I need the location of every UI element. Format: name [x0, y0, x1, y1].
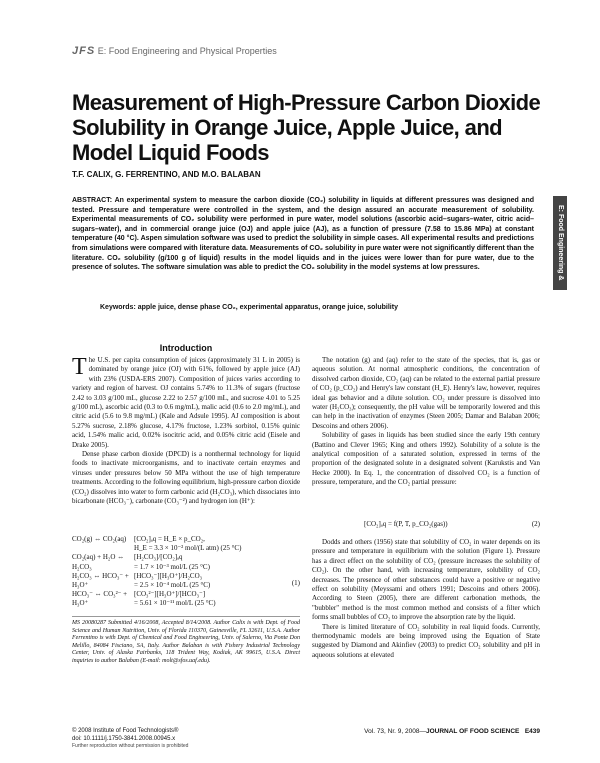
- intro-paragraph-1: The U.S. per capita consumption of juices (approximately 31 L in 2005) is dominated by orange juice (OJ) with 61%, followed by apple juice (AJ) with 23% (USDA-ERS 2007). Composition of juices varies according to variety and region of harvest. OJ contains 5.74% to 11.3% of sugars (fructose 2.42 to 3.03 g/100 mL, glucose 2.22 to 2.57 g/100 mL, and sucrose 4.01 to 5.25 g/100 mL), ascorbic acid (0.3 to 0.6 mg/mL), malic acid (0.6 to 2.0 mg/mL), and citric acid (5.6 to 9.8 mg/mL) (Kale and Adsule 1995). AJ composition is about 5.27% sucrose, 2.18% glucose, 4.17% fructose, 1.23% sorbitol, 0.15% quinic acid, 1.54% malic acid, 0.02% isocitric acid, and 0.05% citric acid (Eisele and Drake 2005).: [72, 354, 300, 449]
- equation-row: HCO₃⁻ ⇔ CO₃²⁻ + H₃O⁺ [CO₃²⁻][H₃O⁺]/[HCO₃⁻] = 5.61 × 10⁻¹¹ mol/L (25 °C): [72, 590, 216, 608]
- keywords: Keywords: apple juice, dense phase CO₂, experimental apparatus, orange juice, solubility: [100, 304, 398, 311]
- right-column-text-top: [312, 356, 540, 488]
- article-title: Measurement of High-Pressure Carbon Dioxide Solubility in Orange Juice, Apple Juice, and Model Liquid Foods: [72, 90, 541, 165]
- right-paragraph-3: Dodds and others (1956) state that solubility of CO₂ in water depends on its pressure and temperature in equilibrium with the solution (Figure 1). Pressure has a direct effect on the solubility of CO₂ (pressure increases the solubility of CO₂). On the other hand, with increasing temperature, solubility of CO₂ decreases. The presence of other substances could have a positive or negative effect on solubility (Meyssami and others 1991; Descoins and others 2006). According to Steen (2005), there are different carbonation methods, the "bubbler" method is the most common method and consists of a filter which forms small bubbles of CO₂ to improve the absorption rate by the liquid.: [312, 538, 540, 622]
- introduction-heading: Introduction: [159, 343, 213, 353]
- equation-row: CO₂(aq) + H₂O ⇔ H₂CO₃ [H₂CO₃]/[CO₂]ₐq = 1.7 × 10⁻³ mol/L (25 °C): [72, 553, 210, 571]
- copyright-block: [72, 728, 300, 751]
- doi-line: doi: 10.1111/j.1750-3841.2008.00945.x: [72, 735, 176, 742]
- left-column-text: [72, 356, 300, 507]
- equation-number-2: (2): [531, 520, 540, 528]
- running-header: [72, 45, 277, 57]
- reproduction-notice: Further reproduction without permission is prohibited: [72, 743, 189, 749]
- equation-2-expression: [CO₂]ₐq = f(P, T, p_CO₂(gas)): [364, 520, 448, 528]
- submission-footnote: MS 20080287 Submitted 4/16/2008, Accepted 8/14/2008. Author Calix is with Dept. of Food Science and Human Nutrition, Univ. of Florida 110370, Gainesville, FL 32611, U.S.A. Author Ferrentino is with Dept. of Chemical and Food Engineering, Univ. of Salerno, Via Ponte Don Melillo, 84084 Fisciano, SA, Italy. Author Balaban is with Fishery Industrial Technology Center, Univ. of Alaska Fairbanks, 118 Trident Way, Kodiak, AK 99615, U.S.A. Direct inquiries to author Balaban (E-mail: molt@sfos.uaf.edu).: [72, 616, 300, 666]
- equation-row: H₂CO₃ ⇔ HCO₃⁻ + H₃O⁺ [HCO₃⁻][H₃O⁺]/H₂CO₃ = 2.5 × 10⁻⁴ mol/L (25 °C): [72, 571, 211, 590]
- section-side-tab: E: Food Engineering & Physical Properties: [553, 196, 567, 290]
- authors: T.F. CALIX, G. FERRENTINO, AND M.O. BALABAN: [72, 170, 261, 179]
- right-column-text-bottom: [312, 538, 540, 660]
- right-paragraph-4: There is limited literature of CO₂ solubility in real liquid foods. Currently, thermodynamic models are being improved using the Equation of State suggested by Diamond and Akinfiev (2003) to predict CO₂ solubility and pH in aqueous solutions at elevated: [312, 622, 540, 659]
- section-label: E: Food Engineering and Physical Properties: [97, 46, 277, 56]
- volume-info: Vol. 73, Nr. 9, 2008—: [364, 728, 426, 735]
- equation-number-1: (1): [291, 579, 300, 587]
- page-number: E439: [524, 728, 540, 735]
- drop-cap: T: [72, 354, 87, 380]
- copyright-line: © 2008 Institute of Food Technologists®: [72, 728, 179, 734]
- abstract: ABSTRACT: An experimental system to measure the carbon dioxide (CO₂) solubility in liquids at different pressures was designed and tested. Pressure and temperature were controlled in the system, and the design assured an accurate measurement of solubility. Experimental measurements of CO₂ solubility were performed in pure water, model solutions (ascorbic acid–sugars–water, citric acid–sugars–water), and in commercial orange juice (OJ) and apple juice (AJ), as a function of pressure (7.58 to 15.86 MPa) at constant temperature (40 °C). Aspen simulation software was used to predict the solubility in simple cases. All experimental results and predictions from simulations were compared with literature data. Measurements of CO₂ solubility in pure water were not significantly different than the literature. CO₂ solubility (g/100 g of liquid) results in the model liquids and in the juices were lower than for pure water, due to the presence of solutes. The software simulation was able to predict the CO₂ solubility in the model systems at low pressures.: [72, 197, 534, 272]
- right-paragraph-2: Solubility of gases in liquids has been studied since the early 19th century (Battino and Clever 1965; King and others 1992). Solubility of a solute is the analytical composition of a saturated solution, expressed in terms of the proportion of the designated solute in a designated solvent (Karukstis and Van Hecke 2000). In Eq. 1, the concentration of dissolved CO₂ is a function of pressure, temperature, and the CO₂ partial pressure:: [312, 431, 540, 487]
- equation-block-1: [72, 535, 300, 609]
- journal-footer: [312, 728, 540, 735]
- journal-mark: JFS: [72, 45, 96, 57]
- right-paragraph-1: The notation (g) and (aq) refer to the state of the species, that is, gas or aqueous solution. At normal atmospheric conditions, the concentration of dissolved carbon dioxide, CO₂ (aq) can be related to the external partial pressure of CO₂ (p_CO₂) and Henry's law constant (H_E). Henry's law, however, requires ideal gas behavior and a dilute solution. CO₂ under pressure is dissolved into water (H₂CO₃); consequently, the pH value will be temporarily lowered and this can help in the inactivation of enzymes (Steen 2005; Damar and Balaban 2006; Descoins and others 2006).: [312, 356, 540, 430]
- intro-paragraph-2: Dense phase carbon dioxide (DPCD) is a nonthermal technology for liquid foods to inactivate microorganisms, and to inactivate certain enzymes and viruses under pressures below 50 MPa without the use of high temperature treatments. According to the following equilibrium, high-pressure carbon dioxide (CO₂) dissolves into water to form carbonic acid (H₂CO₃), which dissociates into bicarbonate (HCO₃⁻), carbonate (CO₃⁻²) and hydrogen ion (H⁺):: [72, 450, 300, 506]
- equation-row: CO₂(g) ⇔ CO₂(aq) [CO₂]ₐq = H_E × p_CO₂, H_E = 3.3 × 10⁻² mol/(L atm) (25 °C): [72, 535, 242, 553]
- journal-name: JOURNAL OF FOOD SCIENCE: [425, 728, 520, 735]
